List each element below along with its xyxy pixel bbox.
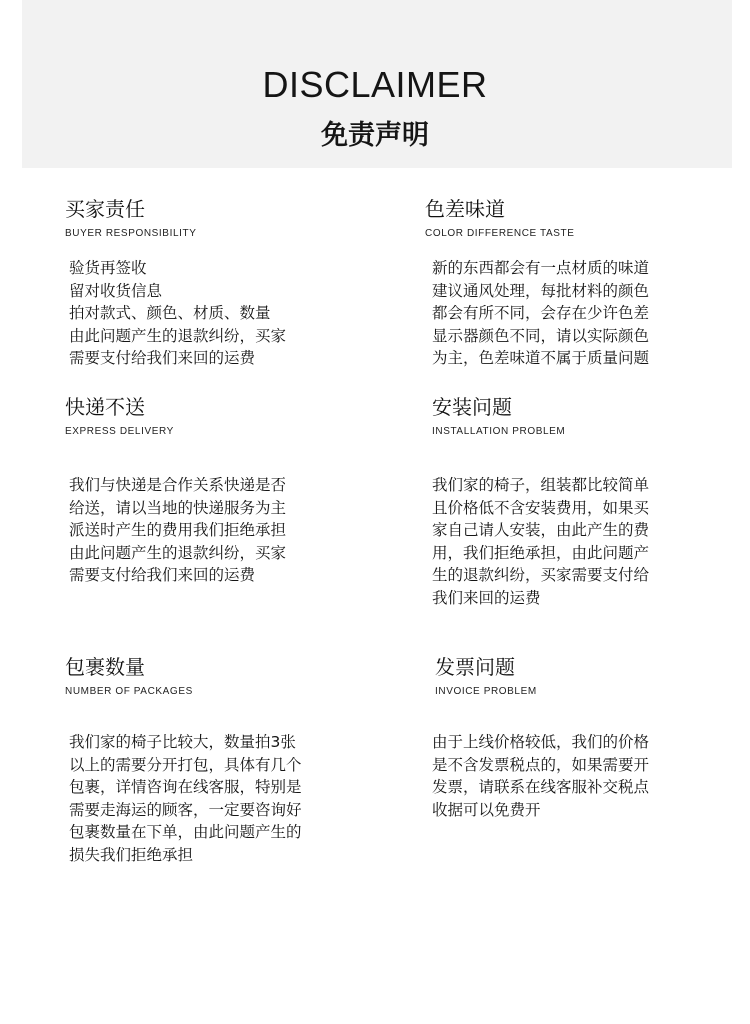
body-line: 包裹，详情咨询在线客服，特别是: [69, 778, 302, 796]
body-line: 我们来回的运费: [432, 588, 541, 607]
section-title: 发票问题: [435, 655, 515, 679]
body-line: 建议通风处理，每批材料的颜色: [432, 281, 650, 300]
section-subtitle: COLOR DIFFERENCE TASTE: [425, 228, 575, 239]
body-line: 需要支付给我们来回的运费: [69, 566, 256, 584]
page-title: DISCLAIMER: [262, 64, 488, 105]
section-title: 包裹数量: [65, 655, 145, 679]
section-express-delivery: [65, 394, 365, 437]
section-number-of-packages: [65, 654, 365, 697]
section-subtitle: BUYER RESPONSIBILITY: [65, 228, 197, 239]
section-body: [432, 474, 732, 609]
body-line: 以上的需要分开打包，具体有几个: [69, 755, 302, 774]
section-color-difference: [425, 196, 725, 239]
body-line: 用，我们拒绝承担，由此问题产: [432, 543, 650, 562]
section-subtitle: INSTALLATION PROBLEM: [432, 426, 566, 437]
body-line: 留对收货信息: [69, 281, 163, 300]
body-line: 损失我们拒绝承担: [69, 845, 194, 864]
body-line: 都会有所不同，会存在少许色差: [432, 304, 650, 322]
section-body: [69, 731, 369, 866]
body-line: 生的退款纠纷，买家需要支付给: [432, 566, 650, 584]
body-line: 由于上线价格较低，我们的价格: [432, 733, 650, 751]
body-line: 家自己请人安装，由此产生的费: [432, 521, 650, 539]
body-line: 需要支付给我们来回的运费: [69, 349, 256, 367]
body-line: 我们家的椅子，组装都比较简单: [432, 476, 650, 494]
body-line: 由此问题产生的退款纠纷，买家: [69, 326, 287, 345]
body-line: 且价格低不含安装费用，如果买: [432, 498, 650, 517]
body-line: 给送，请以当地的快递服务为主: [69, 498, 287, 517]
section-body: [432, 731, 732, 821]
body-line: 派送时产生的费用我们拒绝承担: [69, 521, 287, 539]
body-line: 显示器颜色不同，请以实际颜色: [432, 326, 650, 345]
body-line: 由此问题产生的退款纠纷，买家: [69, 543, 287, 562]
body-line: 验货再签收: [69, 259, 147, 277]
section-subtitle: INVOICE PROBLEM: [435, 686, 537, 697]
body-line: 发票，请联系在线客服补交税点: [432, 778, 650, 796]
section-title: 色差味道: [425, 197, 505, 221]
body-line: 收据可以免费开: [432, 800, 541, 819]
section-body: [69, 474, 369, 587]
section-subtitle: EXPRESS DELIVERY: [65, 426, 174, 437]
section-body: [69, 257, 369, 370]
section-body: [432, 257, 732, 370]
page-title-chinese: 免责声明: [321, 120, 429, 151]
section-title: 快递不送: [65, 395, 145, 419]
section-installation-problem: [432, 394, 732, 437]
section-title: 买家责任: [65, 197, 145, 221]
section-buyer-responsibility: [65, 196, 365, 239]
body-line: 我们家的椅子比较大，数量拍3张: [69, 733, 296, 751]
section-title: 安装问题: [432, 395, 512, 419]
section-invoice-problem: [435, 654, 735, 697]
body-line: 需要走海运的顾客，一定要咨询好: [69, 800, 302, 819]
body-line: 为主，色差味道不属于质量问题: [432, 349, 650, 367]
body-line: 拍对款式、颜色、材质、数量: [69, 304, 271, 322]
body-line: 包裹数量在下单，由此问题产生的: [69, 823, 302, 841]
body-line: 是不含发票税点的，如果需要开: [432, 755, 650, 774]
body-line: 我们与快递是合作关系快递是否: [69, 476, 287, 494]
section-subtitle: NUMBER OF PACKAGES: [65, 686, 193, 697]
body-line: 新的东西都会有一点材质的味道: [432, 259, 650, 277]
